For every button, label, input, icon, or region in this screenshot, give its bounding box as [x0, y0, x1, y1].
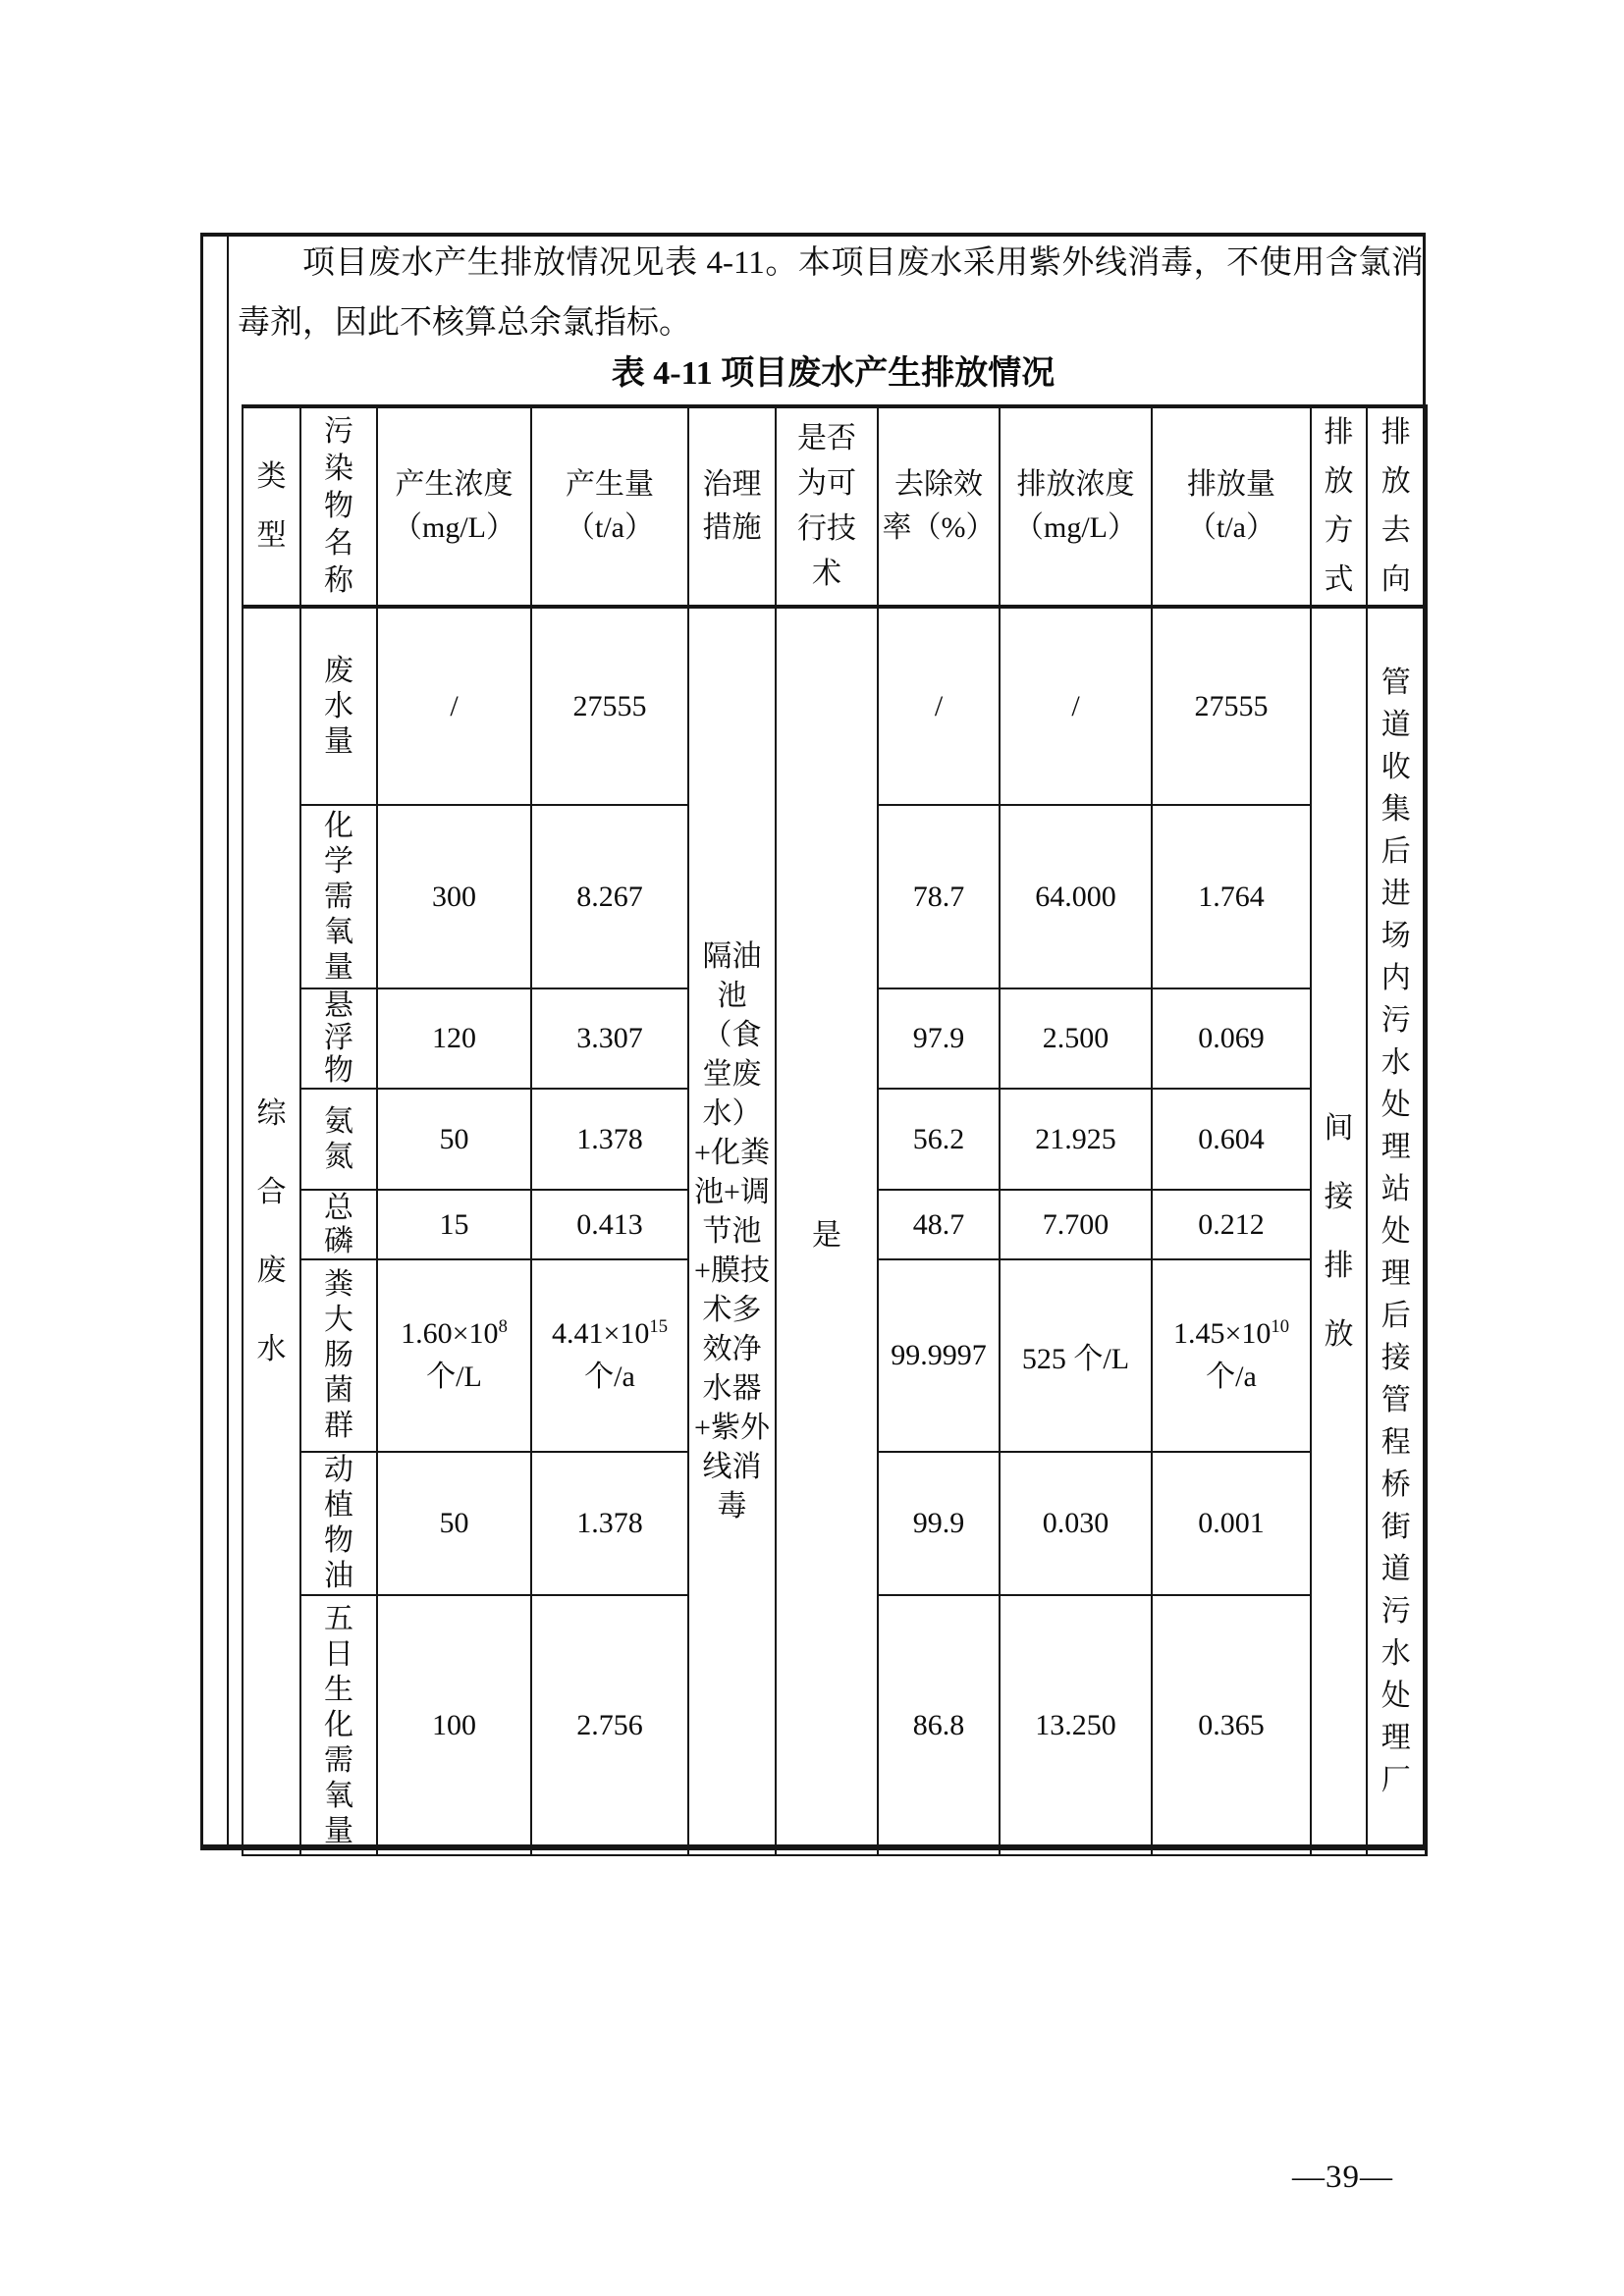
treatment-measure-cell: 隔油池（食堂废水）+化粪池+调节池+膜技术多效净水器+紫外线消毒: [688, 607, 776, 1855]
col-header-treatment: 治理 措施: [688, 406, 776, 607]
pollutant-name-cell: 粪大肠菌群: [300, 1259, 377, 1452]
category-label: 综合废水: [256, 1096, 287, 1365]
dis-conc-cell: 525 个/L: [1000, 1259, 1152, 1452]
dis-conc-cell: /: [1000, 607, 1152, 805]
dis-amount-cell: 0.001: [1152, 1452, 1311, 1595]
removal-rate-cell: 48.7: [878, 1190, 1000, 1259]
gen-amount-cell: $4.41\times 10^{15}$ 个/a: [531, 1259, 688, 1452]
table-title: 表 4-11 项目废水产生排放情况: [611, 355, 1056, 392]
removal-rate-cell: 78.7: [878, 805, 1000, 988]
dis-conc-cell: 21.925: [1000, 1089, 1152, 1190]
dis-amount-cell: 27555: [1152, 607, 1311, 805]
dis-conc-cell: 2.500: [1000, 988, 1152, 1089]
col-header-gen-conc: 产生浓度 （mg/L）: [377, 406, 531, 607]
gen-amount-cell: 27555: [531, 607, 688, 805]
gen-conc-cell: 300: [377, 805, 531, 988]
discharge-destination-cell: 管道收集后进场内污水处理站处理后接管程桥街道污水处理厂: [1367, 607, 1426, 1855]
feasible-tech-cell: 是: [776, 607, 878, 1855]
col-header-dis-mode: 排放方式: [1311, 406, 1367, 607]
dis-amount-cell: $1.45\times 10^{10}$ 个/a: [1152, 1259, 1311, 1452]
col-header-type: [243, 406, 300, 607]
dis-conc-cell: 13.250: [1000, 1595, 1152, 1855]
pollutant-name-cell: 总磷: [300, 1190, 377, 1259]
gen-amount-cell: 2.756: [531, 1595, 688, 1855]
gen-conc-cell: $1.60\times 10^8$ 个/L: [377, 1259, 531, 1452]
dis-amount-cell: 0.069: [1152, 988, 1311, 1089]
dis-conc-cell: 64.000: [1000, 805, 1152, 988]
dis-amount-cell: 0.365: [1152, 1595, 1311, 1855]
gen-conc-cell: 50: [377, 1089, 531, 1190]
dis-conc-cell: 7.700: [1000, 1190, 1152, 1259]
pollutant-name-cell: 五日生化需氧量: [300, 1595, 377, 1855]
dis-amount-cell: 1.764: [1152, 805, 1311, 988]
removal-rate-cell: 97.9: [878, 988, 1000, 1089]
removal-rate-cell: 86.8: [878, 1595, 1000, 1855]
removal-rate-cell: 56.2: [878, 1089, 1000, 1190]
col-header-dis-conc: 排放浓度 （mg/L）: [1000, 406, 1152, 607]
gen-amount-cell: 1.378: [531, 1452, 688, 1595]
discharge-mode-cell: 间接排放: [1311, 607, 1367, 1855]
pollutant-name-cell: 动植物油: [300, 1452, 377, 1595]
exponent: 10: [1271, 1316, 1289, 1337]
removal-rate-cell: /: [878, 607, 1000, 805]
gen-conc-cell: 100: [377, 1595, 531, 1855]
col-header-pollutant: [300, 406, 377, 607]
gen-amount-cell: 3.307: [531, 988, 688, 1089]
col-header-dis-dest: 排放去向: [1367, 406, 1426, 607]
dis-amount-cell: 0.604: [1152, 1089, 1311, 1190]
pollutant-name-cell: 悬浮物: [300, 988, 377, 1089]
pollutant-name-cell: 化学需氧量: [300, 805, 377, 988]
col-header-removal-rate: 去除效 率（%）: [878, 406, 1000, 607]
dis-conc-cell: 0.030: [1000, 1452, 1152, 1595]
col-header-dis-amount: 排放量 （t/a）: [1152, 406, 1311, 607]
col-header-gen-amount: 产生量 （t/a）: [531, 406, 688, 607]
removal-rate-cell: 99.9: [878, 1452, 1000, 1595]
col-header-pollutant-label: 污染物名称: [324, 415, 353, 597]
gen-conc-cell: 50: [377, 1452, 531, 1595]
gen-amount-cell: 1.378: [531, 1089, 688, 1190]
table-row-wastewater-volume: [243, 607, 1426, 805]
frame-left-inner-border: [227, 233, 229, 1850]
gen-conc-cell: 120: [377, 988, 531, 1089]
exponent: 15: [649, 1316, 668, 1337]
wastewater-discharge-table: [242, 404, 1428, 1856]
gen-amount-cell: 8.267: [531, 805, 688, 988]
exponent: 8: [498, 1316, 508, 1337]
category-cell: [243, 607, 300, 1855]
dis-amount-cell: 0.212: [1152, 1190, 1311, 1259]
page-number: —39—: [1292, 2160, 1393, 2195]
pollutant-name-cell: 氨氮: [300, 1089, 377, 1190]
pollutant-name-cell: 废水量: [300, 607, 377, 805]
table-header-row: [243, 406, 1426, 607]
gen-amount-cell: 0.413: [531, 1190, 688, 1259]
frame-left-outer-border: [200, 233, 203, 1850]
col-header-type-label: 类型: [256, 460, 287, 552]
intro-paragraph: 项目废水产生排放情况见表 4-11。本项目废水采用紫外线消毒，不使用含氯消毒剂，因此不核算总余氯指标。: [238, 245, 1424, 341]
col-header-feasible-tech: 是否 为可 行技 术: [776, 406, 878, 607]
gen-conc-cell: 15: [377, 1190, 531, 1259]
gen-conc-cell: /: [377, 607, 531, 805]
removal-rate-cell: 99.9997: [878, 1259, 1000, 1452]
